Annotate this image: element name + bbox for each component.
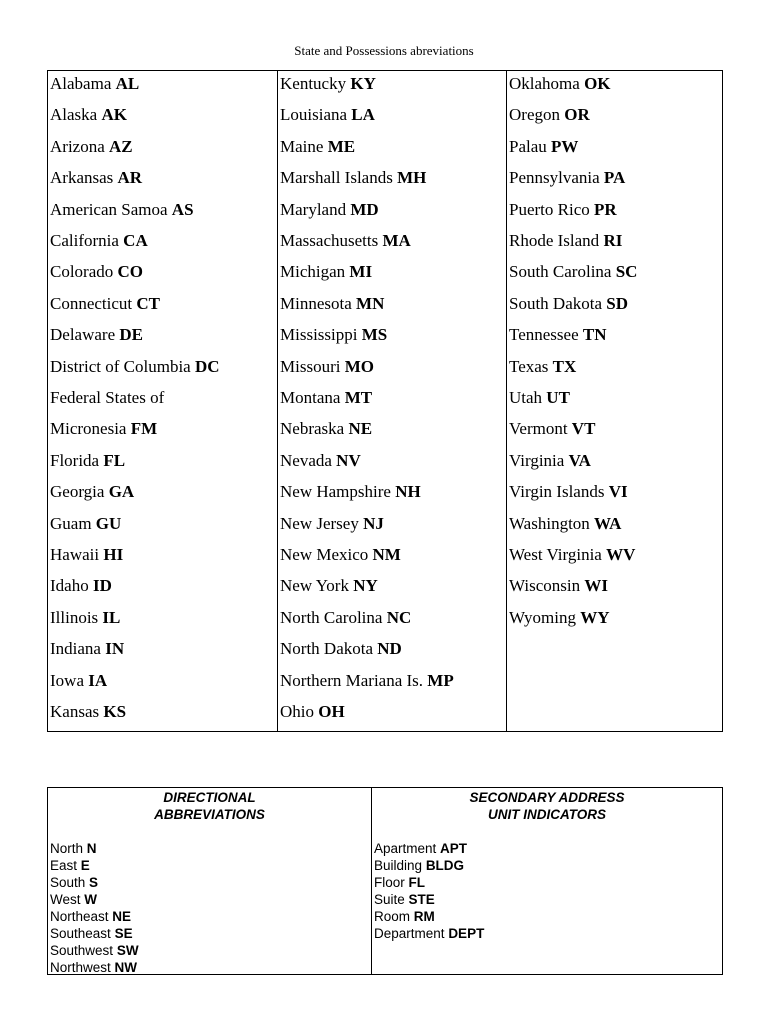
state-entry — [50, 325, 143, 345]
state-entry-name: American Samoa — [50, 199, 168, 219]
state-entry-name: Federal States of — [50, 388, 165, 407]
state-entry-name: Maryland — [280, 199, 347, 219]
state-entry-name: New Mexico — [280, 545, 369, 564]
state-entry — [509, 105, 590, 125]
state-entry-abbr: WV — [606, 545, 636, 564]
state-entry — [50, 168, 142, 188]
directional-item-abbr: SE — [114, 926, 133, 941]
secondary-item-name: Apartment — [374, 841, 437, 856]
state-entry-name: Palau — [509, 136, 547, 156]
state-entry — [50, 451, 125, 471]
secondary-item-abbr: RM — [413, 909, 435, 924]
secondary-column — [372, 788, 722, 974]
state-entry — [509, 514, 621, 534]
state-entry-name: Maine — [280, 136, 324, 156]
state-entry-abbr: NY — [353, 576, 378, 596]
directional-item-abbr: NE — [112, 909, 132, 924]
state-entry-abbr: VT — [571, 419, 596, 439]
secondary-heading — [374, 789, 722, 823]
state-entry — [50, 639, 124, 659]
state-entry-abbr: OK — [584, 74, 611, 93]
state-entry — [509, 231, 622, 251]
state-entry — [280, 105, 375, 125]
state-entry — [509, 576, 608, 596]
state-entry — [280, 576, 378, 596]
directional-item-name: Northeast — [50, 909, 109, 924]
state-entry — [280, 294, 384, 314]
state-entry-abbr: CA — [123, 231, 148, 250]
state-entry-abbr: NH — [395, 482, 421, 502]
state-entry — [50, 137, 133, 157]
state-entry-name: Nebraska — [280, 419, 345, 439]
state-entry — [50, 702, 126, 722]
directional-heading-line1: DIRECTIONAL — [163, 790, 256, 805]
state-entry — [50, 576, 112, 596]
directional-heading-line2: ABBREVIATIONS — [154, 807, 265, 822]
directional-item — [50, 874, 371, 891]
state-entry-abbr: VI — [608, 482, 628, 502]
state-entry — [509, 545, 635, 565]
state-entry-name: Micronesia — [50, 419, 127, 439]
state-entry — [280, 325, 387, 345]
state-entry-abbr: NC — [386, 607, 412, 627]
state-entry — [50, 545, 123, 565]
state-entry — [50, 419, 157, 439]
state-entry-name: New Hampshire — [280, 482, 391, 502]
directional-item — [50, 942, 371, 959]
state-entry-abbr: NM — [372, 545, 401, 564]
state-entry-abbr: PW — [551, 136, 579, 156]
state-entry-abbr: WI — [584, 576, 608, 596]
state-entry-name: Massachusetts — [280, 231, 379, 250]
state-entry-abbr: DE — [119, 325, 143, 345]
secondary-item-name: Suite — [374, 892, 405, 907]
directional-item — [50, 857, 371, 874]
state-entry-abbr: OR — [564, 105, 590, 125]
state-entry-abbr: KY — [350, 74, 376, 93]
state-entry — [50, 482, 134, 502]
state-entry — [50, 231, 148, 251]
state-entry-abbr: AZ — [109, 136, 133, 156]
state-entry-name: Illinois — [50, 607, 99, 627]
state-entry — [509, 262, 637, 282]
state-entry — [280, 482, 421, 502]
state-entry — [280, 262, 372, 282]
state-entry-abbr: NJ — [363, 513, 384, 533]
secondary-heading-line2: UNIT INDICATORS — [488, 807, 606, 822]
directional-item-abbr: NW — [114, 960, 138, 975]
state-entry-name: Alabama — [50, 74, 112, 93]
states-table — [47, 70, 723, 732]
directional-list — [50, 840, 371, 976]
state-entry — [509, 137, 578, 157]
state-entry-name: Nevada — [280, 450, 332, 470]
state-entry-name: Washington — [509, 513, 590, 533]
state-entry — [50, 357, 220, 377]
state-entry-abbr: MH — [397, 168, 427, 188]
secondary-item — [374, 857, 722, 874]
directional-item-name: South — [50, 875, 86, 890]
directional-item-abbr: S — [89, 875, 99, 890]
state-entry-abbr: ID — [92, 576, 112, 596]
state-entry-name: Oregon — [509, 105, 560, 125]
state-entry-name: Puerto Rico — [509, 199, 590, 219]
state-entry — [509, 482, 628, 502]
state-entry-abbr: AK — [101, 105, 127, 125]
state-entry-abbr: UT — [546, 388, 570, 407]
state-entry-abbr: SD — [606, 293, 629, 313]
state-entry-abbr: MP — [427, 670, 454, 690]
state-entry-name: North Dakota — [280, 639, 374, 659]
state-entry-abbr: TN — [582, 325, 607, 345]
state-entry-abbr: GA — [108, 482, 135, 502]
state-entry — [280, 200, 379, 220]
secondary-item — [374, 908, 722, 925]
directional-heading — [50, 789, 371, 823]
state-entry — [50, 262, 143, 282]
state-entry-abbr: MO — [344, 356, 374, 376]
directional-item — [50, 908, 371, 925]
state-entry-name: District of Columbia — [50, 356, 191, 376]
directional-item — [50, 925, 371, 942]
state-entry — [509, 168, 625, 188]
state-entry — [509, 608, 610, 628]
directional-item — [50, 891, 371, 908]
state-entry-name: Colorado — [50, 262, 114, 282]
state-entry — [280, 137, 355, 157]
state-entry-name: Virginia — [509, 450, 565, 470]
state-entry-name: South Carolina — [509, 262, 612, 282]
state-entry-name: Florida — [50, 450, 100, 470]
state-entry-abbr: PR — [594, 199, 617, 219]
state-entry-abbr: VA — [568, 450, 591, 470]
state-entry — [280, 168, 426, 188]
state-entry — [280, 514, 384, 534]
secondary-item-abbr: APT — [440, 841, 468, 856]
state-entry-abbr: IN — [105, 639, 125, 659]
state-entry-name: Minnesota — [280, 293, 352, 313]
secondary-item-name: Room — [374, 909, 411, 924]
state-entry-name: Idaho — [50, 576, 89, 596]
state-entry-name: Mississippi — [280, 325, 358, 345]
state-entry-name: Delaware — [50, 325, 116, 345]
state-entry-name: Michigan — [280, 262, 346, 282]
state-entry — [50, 105, 127, 125]
state-entry — [509, 451, 591, 471]
state-entry-abbr: GU — [95, 513, 122, 533]
page-title: State and Possessions abreviations — [294, 43, 474, 58]
state-entry-abbr: FM — [130, 419, 158, 439]
state-entry-abbr: AR — [117, 168, 143, 188]
directional-item-abbr: N — [86, 841, 97, 856]
secondary-item-name: Floor — [374, 875, 405, 890]
state-entry-abbr: DC — [194, 356, 220, 376]
state-entry — [50, 608, 120, 628]
directional-item — [50, 959, 371, 976]
state-entry-abbr: AL — [115, 74, 140, 93]
state-entry — [509, 388, 570, 408]
state-entry-name: Pennsylvania — [509, 168, 600, 188]
directional-item-abbr: SW — [116, 943, 139, 958]
state-entry-abbr: MT — [344, 388, 373, 407]
state-entry-name: Marshall Islands — [280, 168, 393, 188]
secondary-item-abbr: DEPT — [448, 926, 485, 941]
directional-item — [50, 840, 371, 857]
state-entry — [280, 74, 376, 94]
secondary-item — [374, 925, 722, 942]
state-entry-abbr: HI — [103, 545, 124, 564]
state-entry-abbr: MS — [361, 325, 388, 345]
state-entry-abbr: AS — [171, 199, 194, 219]
state-entry-abbr: CT — [136, 293, 161, 313]
secondary-item-name: Building — [374, 858, 423, 873]
state-entry-abbr: SC — [615, 262, 638, 282]
state-entry-name: New Jersey — [280, 513, 359, 533]
state-entry — [50, 74, 139, 94]
state-entry-name: Utah — [509, 388, 543, 407]
state-entry-abbr: OH — [318, 702, 345, 721]
state-entry-abbr: ME — [327, 136, 356, 156]
secondary-item — [374, 891, 722, 908]
state-entry-abbr: CO — [117, 262, 144, 282]
directional-item-abbr: E — [80, 858, 90, 873]
secondary-item-abbr: FL — [408, 875, 426, 890]
state-entry — [509, 200, 617, 220]
state-entry-name: Virgin Islands — [509, 482, 605, 502]
state-entry-name: Missouri — [280, 356, 341, 376]
state-entry — [509, 357, 576, 377]
state-entry-abbr: MD — [350, 199, 379, 219]
secondary-item-name: Department — [374, 926, 445, 941]
state-entry-abbr: TX — [552, 356, 577, 376]
states-column-3 — [507, 71, 722, 731]
states-column-1 — [48, 71, 278, 731]
state-entry — [50, 388, 164, 408]
state-entry-name: Wisconsin — [509, 576, 581, 596]
state-entry-name: California — [50, 231, 119, 250]
state-entry-name: Indiana — [50, 639, 101, 659]
directional-item-name: Southeast — [50, 926, 111, 941]
state-entry — [280, 671, 454, 691]
state-entry — [280, 231, 411, 251]
state-entry-name: West Virginia — [509, 545, 602, 564]
state-entry-name: Rhode Island — [509, 231, 600, 250]
directional-item-name: North — [50, 841, 84, 856]
state-entry-name: Connecticut — [50, 293, 133, 313]
state-entry-name: Oklahoma — [509, 74, 580, 93]
state-entry-name: Guam — [50, 513, 92, 533]
state-entry — [280, 451, 361, 471]
state-entry-name: New York — [280, 576, 349, 596]
state-entry — [280, 419, 372, 439]
state-entry-name: Northern Mariana Is. — [280, 670, 424, 690]
state-entry — [280, 702, 345, 722]
state-entry — [280, 388, 372, 408]
state-entry — [50, 514, 121, 534]
state-entry-name: Iowa — [50, 670, 84, 690]
directional-item-name: East — [50, 858, 78, 873]
state-entry-abbr: WA — [594, 513, 622, 533]
state-entry-abbr: RI — [603, 231, 623, 250]
state-entry-abbr: MA — [382, 231, 411, 250]
state-entry — [50, 200, 194, 220]
state-entry — [509, 294, 628, 314]
secondary-item-abbr: BLDG — [425, 858, 465, 873]
state-entry-name: Vermont — [509, 419, 568, 439]
states-column-2 — [278, 71, 507, 731]
state-entry — [280, 639, 402, 659]
state-entry-name: Arizona — [50, 136, 105, 156]
state-entry-name: Alaska — [50, 105, 98, 125]
abbreviations-table — [47, 787, 723, 975]
state-entry — [50, 294, 160, 314]
state-entry-name: Texas — [509, 356, 549, 376]
directional-item-name: Southwest — [50, 943, 114, 958]
state-entry-abbr: NE — [348, 419, 373, 439]
state-entry — [280, 545, 401, 565]
state-entry-abbr: MN — [356, 293, 385, 313]
secondary-heading-line1: SECONDARY ADDRESS — [469, 790, 625, 805]
state-entry-name: Georgia — [50, 482, 105, 502]
state-entry — [280, 608, 411, 628]
state-entry-abbr: WY — [580, 607, 610, 627]
state-entry — [50, 671, 107, 691]
secondary-item — [374, 840, 722, 857]
state-entry-abbr: NV — [336, 450, 361, 470]
state-entry-abbr: MI — [349, 262, 373, 282]
state-entry-name: Kentucky — [280, 74, 347, 93]
secondary-list — [374, 840, 722, 942]
state-entry — [509, 325, 607, 345]
state-entry-name: South Dakota — [509, 293, 603, 313]
state-entry-abbr: PA — [603, 168, 626, 188]
state-entry — [509, 419, 595, 439]
state-entry-name: Tennessee — [509, 325, 579, 345]
state-entry-name: Louisiana — [280, 105, 348, 125]
state-entry-name: North Carolina — [280, 607, 383, 627]
state-entry-abbr: IA — [88, 670, 108, 690]
state-entry-abbr: ND — [377, 639, 402, 659]
directional-column — [48, 788, 372, 974]
state-entry-abbr: LA — [351, 105, 375, 125]
directional-item-abbr: W — [84, 892, 98, 907]
state-entry-name: Kansas — [50, 702, 100, 721]
state-entry-name: Montana — [280, 388, 341, 407]
state-entry-abbr: KS — [103, 702, 127, 721]
state-entry-name: Hawaii — [50, 545, 100, 564]
directional-item-name: West — [50, 892, 81, 907]
state-entry-abbr: FL — [103, 450, 126, 470]
state-entry — [280, 357, 374, 377]
state-entry-name: Ohio — [280, 702, 314, 721]
state-entry-name: Wyoming — [509, 607, 576, 627]
state-entry-abbr: IL — [102, 607, 121, 627]
state-entry-name: Arkansas — [50, 168, 114, 188]
directional-item-name: Northwest — [50, 960, 111, 975]
secondary-item — [374, 874, 722, 891]
secondary-item-abbr: STE — [408, 892, 435, 907]
state-entry — [509, 74, 611, 94]
